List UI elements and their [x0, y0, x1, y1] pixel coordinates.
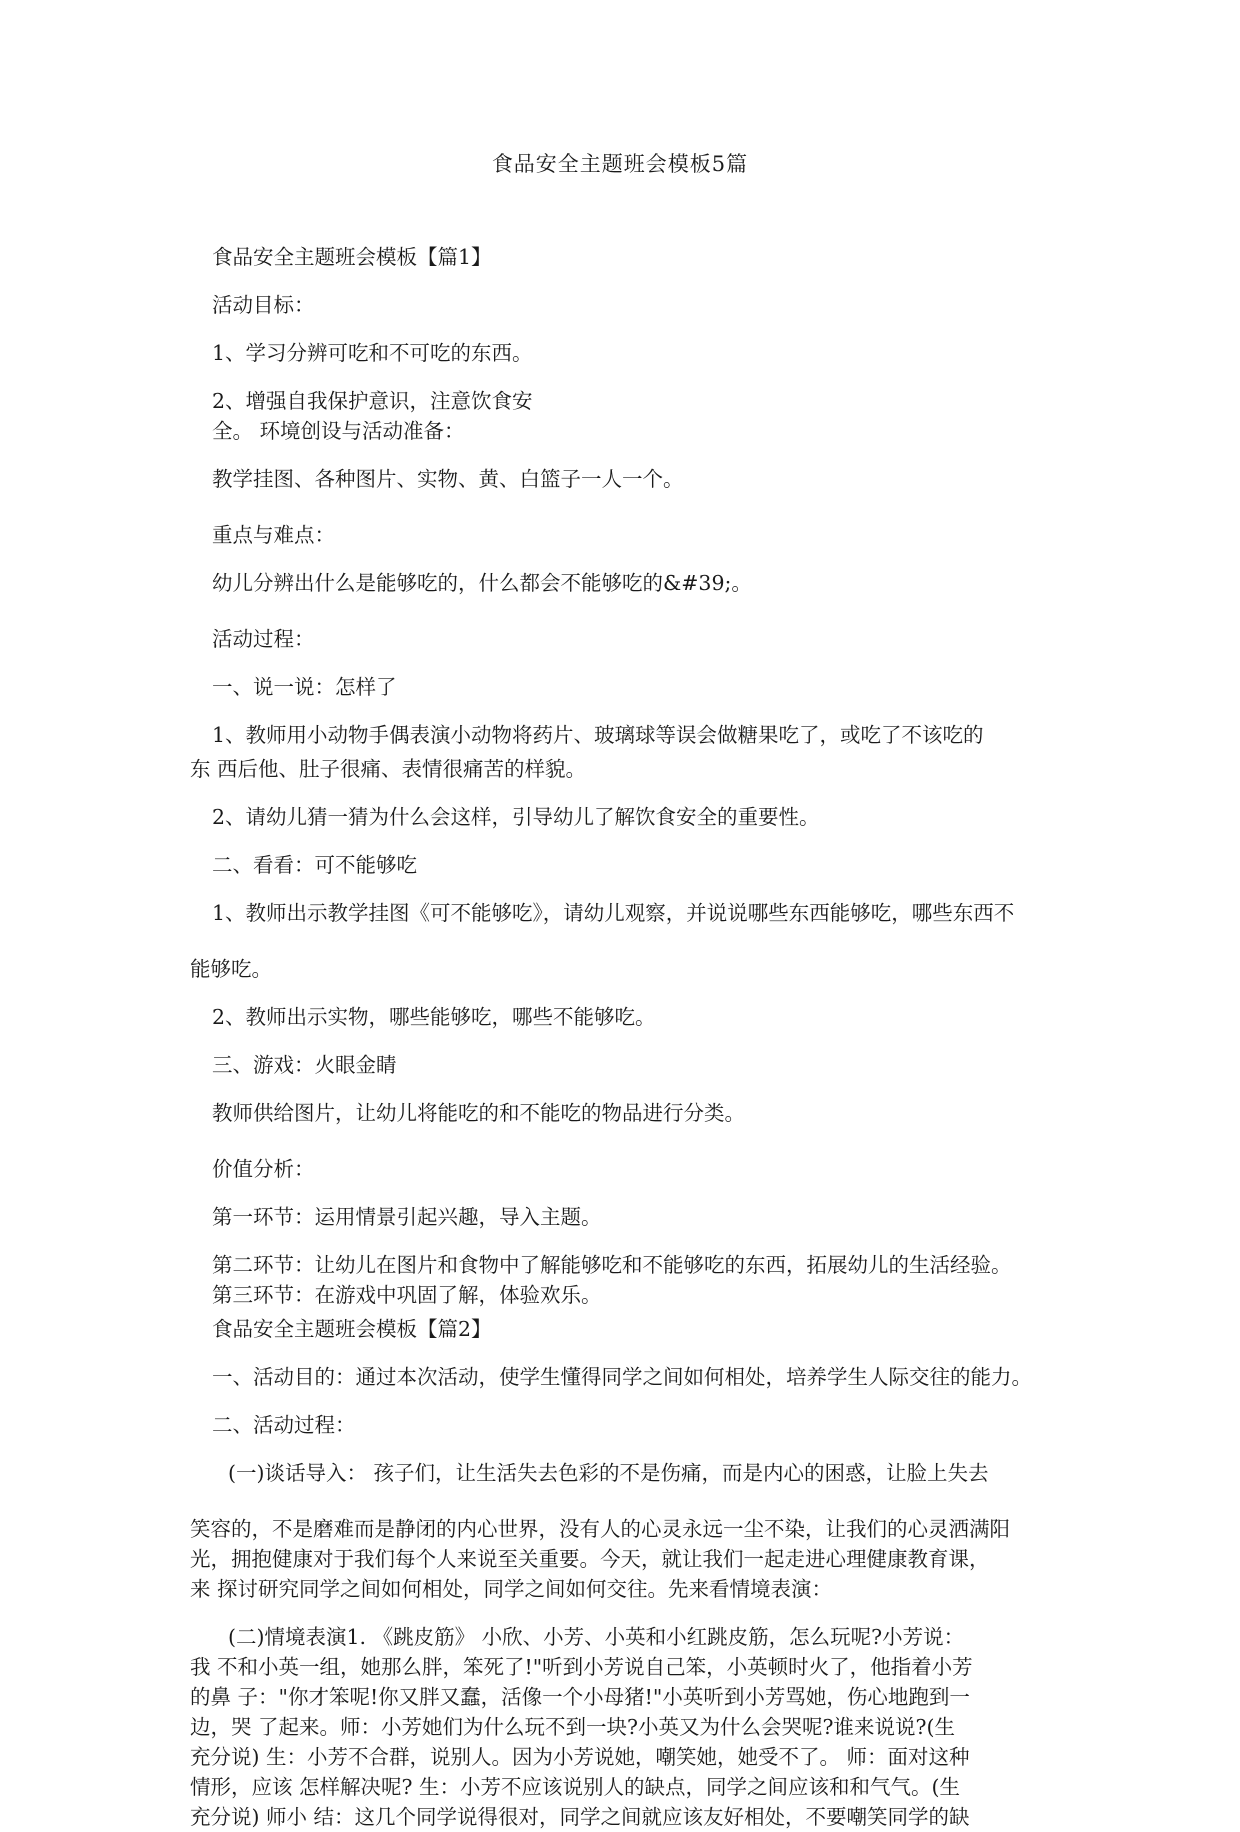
paragraph: 全。 环境创设与活动准备： — [212, 419, 465, 443]
paragraph: 1、教师用小动物手偶表演小动物将药片、玻璃球等误会做糖果吃了，或吃了不该吃的 — [212, 723, 984, 747]
paragraph: 笑容的，不是磨难而是静闭的内心世界，没有人的心灵永远一尘不染，让我们的心灵洒满阳 — [190, 1517, 1010, 1541]
section-heading-1: 食品安全主题班会模板【篇1】 — [212, 245, 492, 269]
paragraph: 能够吃。 — [190, 957, 272, 981]
paragraph: 活动目标： — [212, 293, 315, 317]
paragraph: 价值分析： — [212, 1157, 315, 1181]
paragraph: 2、增强自我保护意识，注意饮食安 — [212, 389, 533, 413]
document-title: 食品安全主题班会模板5篇 — [491, 152, 749, 176]
paragraph: 充分说) 师小 结：这几个同学说得很对，同学之间就应该友好相处，不要嘲笑同学的缺 — [190, 1805, 970, 1829]
paragraph: 充分说) 生：小芳不合群，说别人。因为小芳说她，嘲笑她，她受不了。 师：面对这种 — [190, 1745, 970, 1769]
paragraph: 1、学习分辨可吃和不可吃的东西。 — [212, 341, 533, 365]
paragraph: (一)谈话导入： 孩子们，让生活失去色彩的不是伤痛，而是内心的困惑，让脸上失去 — [228, 1461, 989, 1485]
document-body — [190, 242, 1070, 1832]
paragraph: 二、看看：可不能够吃 — [212, 853, 417, 877]
paragraph: 光，拥抱健康对于我们每个人来说至关重要。今天，就让我们一起走进心理健康教育课， — [190, 1547, 990, 1571]
paragraph: (二)情境表演1. 《跳皮筋》 小欣、小芳、小英和小红跳皮筋，怎么玩呢?小芳说： — [228, 1625, 965, 1649]
section-heading-2: 食品安全主题班会模板【篇2】 — [212, 1317, 492, 1341]
paragraph: 幼儿分辨出什么是能够吃的，什么都会不能够吃的&#39;。 — [212, 571, 752, 595]
paragraph: 2、教师出示实物，哪些能够吃，哪些不能够吃。 — [212, 1005, 656, 1029]
paragraph: 教学挂图、各种图片、实物、黄、白篮子一人一个。 — [212, 467, 684, 491]
paragraph: 我 不和小英一组，她那么胖，笨死了!"听到小芳说自己笨，小英顿时火了，他指着小芳 — [190, 1655, 973, 1679]
paragraph: 一、活动目的：通过本次活动，使学生懂得同学之间如何相处，培养学生人际交往的能力。 — [212, 1365, 1032, 1389]
paragraph: 第二环节：让幼儿在图片和食物中了解能够吃和不能够吃的东西，拓展幼儿的生活经验。 — [212, 1253, 1012, 1277]
paragraph: 一、说一说：怎样了 — [212, 675, 397, 699]
paragraph: 东 西后他、肚子很痛、表情很痛苦的样貌。 — [190, 757, 587, 781]
paragraph: 二、活动过程： — [212, 1413, 356, 1437]
paragraph: 1、教师出示教学挂图《可不能够吃》，请幼儿观察，并说说哪些东西能够吃，哪些东西不 — [212, 901, 1015, 925]
paragraph: 第三环节：在游戏中巩固了解，体验欢乐。 — [212, 1283, 602, 1307]
paragraph: 重点与难点： — [212, 523, 335, 547]
paragraph: 的鼻 子："你才笨呢!你又胖又蠢，活像一个小母猪!"小英听到小芳骂她，伤心地跑到一 — [190, 1685, 970, 1709]
paragraph: 2、请幼儿猜一猜为什么会这样，引导幼儿了解饮食安全的重要性。 — [212, 805, 820, 829]
paragraph: 情形，应该 怎样解决呢? 生：小芳不应该说别人的缺点，同学之间应该和和气气。(生 — [190, 1775, 961, 1799]
paragraph: 活动过程： — [212, 627, 315, 651]
paragraph: 边，哭 了起来。师：小芳她们为什么玩不到一块?小英又为什么会哭呢?谁来说说?(生 — [190, 1715, 955, 1739]
paragraph: 第一环节：运用情景引起兴趣，导入主题。 — [212, 1205, 602, 1229]
paragraph: 来 探讨研究同学之间如何相处，同学之间如何交往。先来看情境表演： — [190, 1577, 833, 1601]
paragraph: 三、游戏：火眼金睛 — [212, 1053, 397, 1077]
paragraph: 教师供给图片，让幼儿将能吃的和不能吃的物品进行分类。 — [212, 1101, 745, 1125]
